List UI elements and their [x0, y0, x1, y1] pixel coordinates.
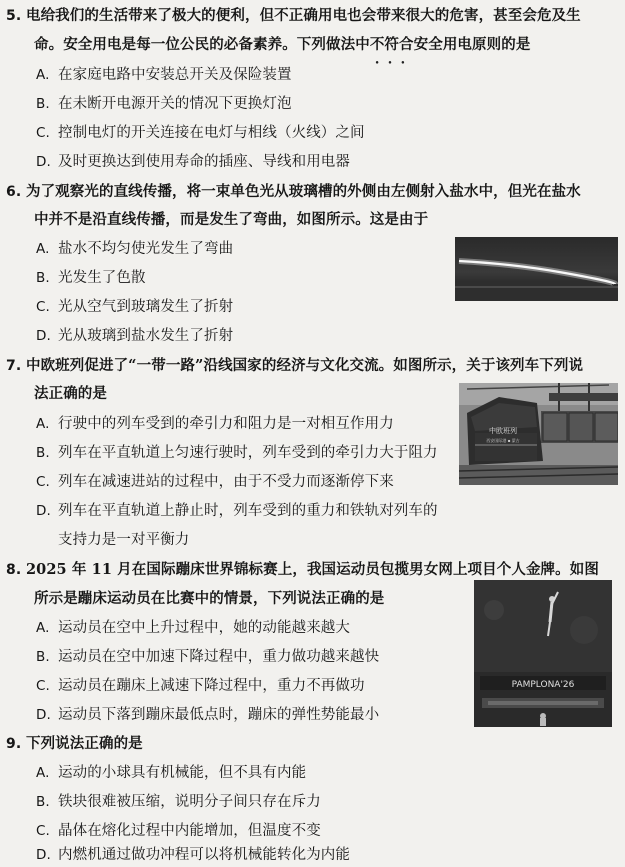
q5-option-b-text: 在未断开电源开关的情况下更换灯泡: [58, 96, 292, 112]
q9-line-1: [6, 734, 143, 754]
q6-option-d-text: 光从玻璃到盐水发生了折射: [58, 328, 234, 344]
q9-option-c: [36, 821, 321, 841]
q7-option-d-letter: D.: [36, 503, 51, 519]
q7-train-sign: 中欧班列: [489, 427, 517, 435]
q7-option-a: [36, 414, 394, 434]
q7-option-c: [36, 472, 394, 492]
q7-option-d: [36, 501, 438, 521]
q9-option-a: [36, 763, 306, 783]
q5-line-1: [6, 6, 581, 26]
q5-option-b-letter: B.: [36, 96, 50, 112]
q5-stem-1: 电给我们的生活带来了极大的便利，但不正确用电也会带来很大的危害，甚至会危及生: [25, 7, 581, 24]
q8-number: 8.: [6, 562, 22, 578]
q5-option-d-text: 及时更换达到使用寿命的插座、导线和用电器: [58, 154, 350, 170]
q7-train-illustration: [459, 383, 618, 485]
q8-option-d: [36, 705, 379, 725]
q7-line-2: [34, 384, 107, 404]
q8-option-c-letter: C.: [36, 678, 50, 694]
q6-stem-1: 为了观察光的直线传播，将一束单色光从玻璃槽的外侧由左侧射入盐水中，但光在盐水: [25, 183, 581, 200]
q5-line-2: [34, 35, 530, 55]
q5-option-d: [36, 152, 350, 172]
q8-stem-2: 所示是蹦床运动员在比赛中的情景，下列说法正确的是: [34, 590, 385, 607]
q7-line-1: [6, 356, 583, 376]
q6-option-c-letter: C.: [36, 299, 50, 315]
q6-option-b-text: 光发生了色散: [58, 270, 146, 286]
q8-option-c-text: 运动员在蹦床上减速下降过程中，重力不再做功: [58, 678, 365, 694]
q6-number: 6.: [6, 184, 22, 200]
q8-banner-text: PAMPLONA'26: [511, 680, 575, 690]
q5-stem-2b: 安全用电原则的是: [413, 36, 531, 53]
q6-option-d: [36, 326, 233, 346]
q7-option-a-letter: A.: [36, 416, 50, 432]
q5-option-c-letter: C.: [36, 125, 50, 141]
q9-option-d: [36, 845, 350, 865]
q5-option-b: [36, 94, 292, 114]
q9-option-b-text: 铁块很难被压缩，说明分子间只存在斥力: [58, 794, 321, 810]
q9-option-d-text: 内燃机通过做功冲程可以将机械能转化为内能: [58, 847, 350, 863]
q5-stem-2a: 命。安全用电是每一位公民的必备素养。下列做法中: [34, 36, 370, 53]
q7-option-a-text: 行驶中的列车受到的牵引力和阻力是一对相互作用力: [58, 416, 394, 432]
q6-option-a: [36, 239, 233, 259]
q5-option-a: [36, 65, 292, 85]
q9-option-a-letter: A.: [36, 765, 50, 781]
q8-stem-1: 2025 年 11 月在国际蹦床世界锦标赛上，我国运动员包揽男女网上项目个人金牌。如图: [25, 561, 599, 578]
q9-option-d-letter: D.: [36, 847, 51, 863]
q5-emphasis: 不符合 • • •: [370, 36, 414, 53]
q9-option-b: [36, 792, 321, 812]
q9-option-c-letter: C.: [36, 823, 50, 839]
q8-option-a-text: 运动员在空中上升过程中，她的动能越来越大: [58, 620, 350, 636]
q7-stem-2: 法正确的是: [34, 385, 107, 402]
q7-option-b-letter: B.: [36, 445, 50, 461]
q5-option-c: [36, 123, 365, 143]
q7-option-b: [36, 443, 438, 463]
q5-option-c-text: 控制电灯的开关连接在电灯与相线（火线）之间: [58, 125, 365, 141]
q6-option-a-text: 盐水不均匀使光发生了弯曲: [58, 241, 234, 257]
q6-option-b: [36, 268, 146, 288]
q7-option-b-text: 列车在平直轨道上匀速行驶时，列车受到的牵引力大于阻力: [58, 445, 438, 461]
q6-line-2: [34, 210, 428, 230]
q9-stem-1: 下列说法正确的是: [25, 735, 143, 752]
q7-option-d-text-2: 支持力是一对平衡力: [58, 532, 190, 548]
q8-option-b-letter: B.: [36, 649, 50, 665]
q9-number: 9.: [6, 736, 22, 752]
q7-option-c-letter: C.: [36, 474, 50, 490]
q8-option-a: [36, 618, 350, 638]
q6-option-a-letter: A.: [36, 241, 50, 257]
q8-line-1: [6, 560, 599, 580]
q8-line-2: [34, 589, 384, 609]
q6-option-b-letter: B.: [36, 270, 50, 286]
q6-option-c: [36, 297, 233, 317]
q6-option-c-text: 光从空气到玻璃发生了折射: [58, 299, 234, 315]
q8-trampoline-figure: [474, 580, 612, 727]
q8-option-b: [36, 647, 379, 667]
q7-option-c-text: 列车在减速进站的过程中，由于不受力而逐渐停下来: [58, 474, 394, 490]
q9-option-c-text: 晶体在熔化过程中内能增加，但温度不变: [58, 823, 321, 839]
q7-option-d-continuation: [58, 530, 189, 550]
q8-option-c: [36, 676, 365, 696]
q6-stem-2: 中并不是沿直线传播，而是发生了弯曲，如图所示。这是由于: [34, 211, 429, 228]
q5-option-a-letter: A.: [36, 67, 50, 83]
q9-option-b-letter: B.: [36, 794, 50, 810]
q9-option-a-text: 运动的小球具有机械能，但不具有内能: [58, 765, 307, 781]
q7-option-d-text: 列车在平直轨道上静止时，列车受到的重力和铁轨对列车的: [58, 503, 438, 519]
q6-light-refraction-figure: [455, 237, 618, 301]
q5-option-a-text: 在家庭电路中安装总开关及保险装置: [58, 67, 292, 83]
q6-option-d-letter: D.: [36, 328, 51, 344]
q7-train-sign-sub: 西安国际港 ▪ 蒙古: [486, 438, 520, 443]
q5-option-d-letter: D.: [36, 154, 51, 170]
q8-trampoline-illustration: [474, 580, 612, 727]
q6-light-refraction-illustration: [455, 237, 618, 301]
q7-stem-1: 中欧班列促进了“一带一路”沿线国家的经济与文化交流。如图所示，关于该列车下列说: [25, 357, 584, 374]
q7-train-figure: [459, 383, 618, 485]
q8-option-b-text: 运动员在空中加速下降过程中，重力做功越来越快: [58, 649, 380, 665]
q8-option-a-letter: A.: [36, 620, 50, 636]
q6-line-1: [6, 182, 581, 202]
q8-option-d-text: 运动员下落到蹦床最低点时，蹦床的弹性势能最小: [58, 707, 380, 723]
q8-option-d-letter: D.: [36, 707, 51, 723]
q5-number: 5.: [6, 8, 22, 24]
q7-number: 7.: [6, 358, 22, 374]
